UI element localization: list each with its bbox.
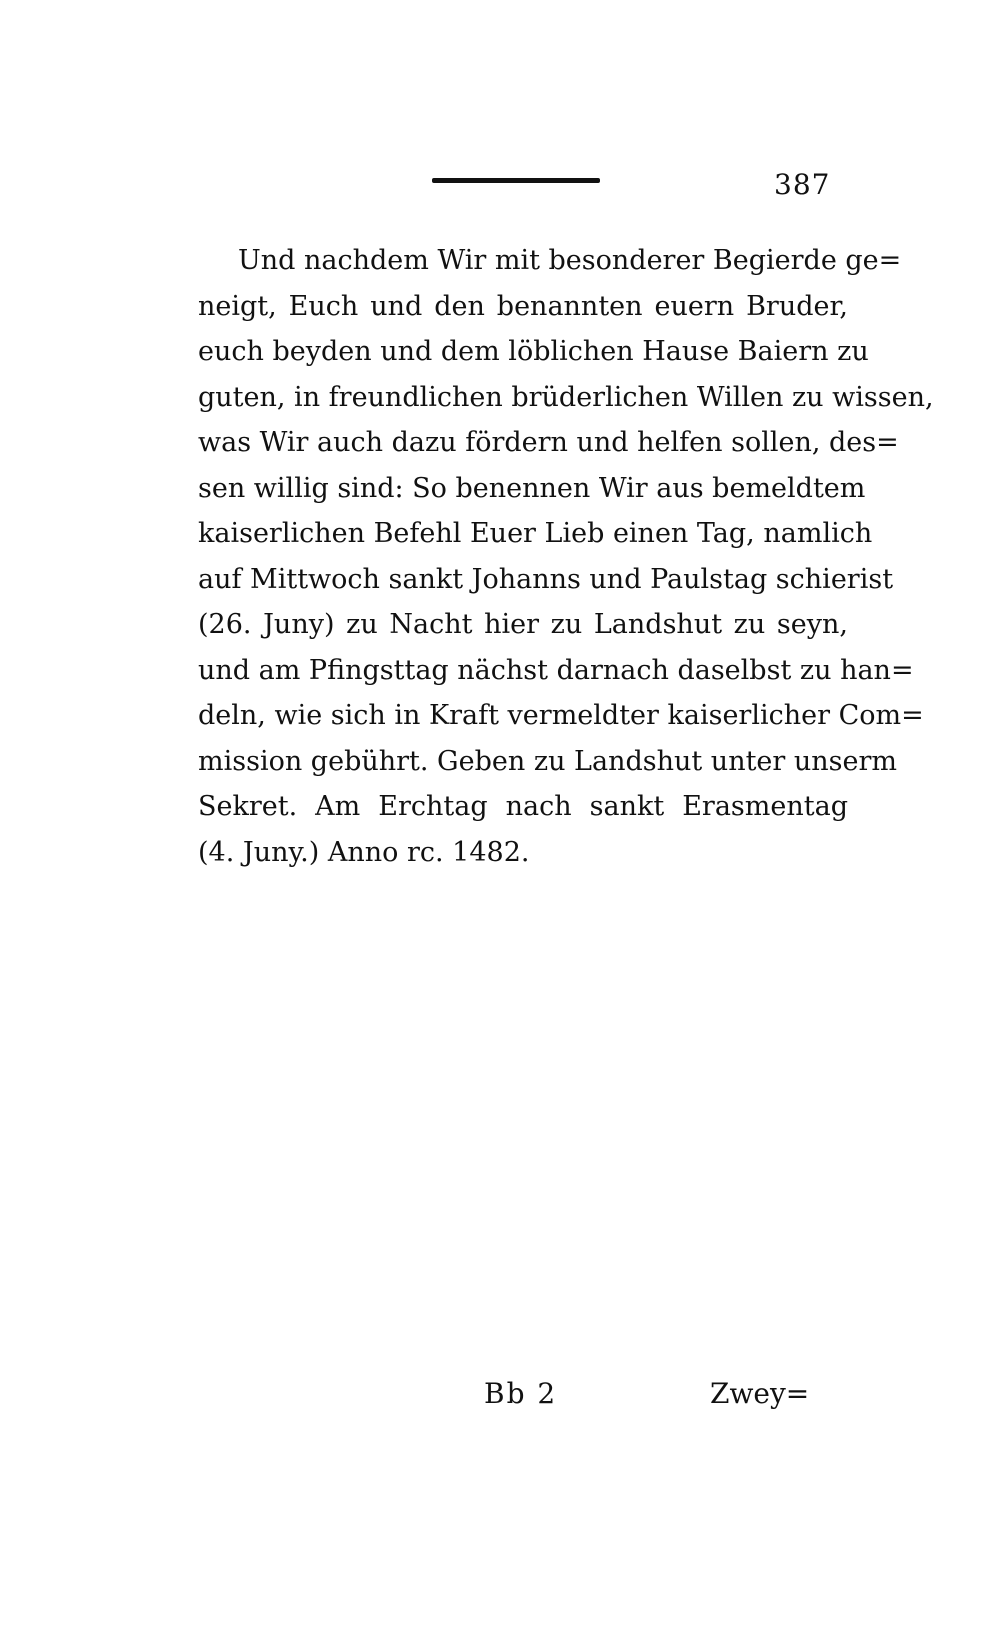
text-line: (26. Juny) zu Nacht hier zu Landshut zu seyn, [198, 609, 848, 640]
text-line: guten, in freundlichen brüderlichen Willen zu wissen, [198, 381, 934, 413]
text-line: Und nachdem Wir mit besonderer Begierde ge= [238, 245, 902, 276]
text-line: Sekret. Am Erchtag nach sankt Erasmentag [198, 791, 848, 822]
body-text [198, 238, 934, 875]
catchword: Zwey= [710, 1377, 810, 1410]
text-line: und am Pfingsttag nächst darnach daselbst zu han= [198, 654, 914, 686]
header-rule [432, 178, 600, 183]
text-line: (4. Juny.) Anno rc. 1482. [198, 836, 530, 868]
page-number: 387 [774, 168, 831, 201]
text-line: euch beyden und dem löblichen Hause Baiern zu [198, 336, 869, 367]
text-line: was Wir auch dazu fördern und helfen sollen, des= [198, 427, 899, 458]
text-line: kaiserlichen Befehl Euer Lieb einen Tag, namlich [198, 518, 873, 549]
text-line: sen willig sind: So benennen Wir aus bemeldtem [198, 472, 866, 504]
text-line: mission gebührt. Geben zu Landshut unter unserm [198, 745, 898, 777]
text-line: neigt, Euch und den benannten euern Bruder, [198, 290, 848, 322]
text-line: deln, wie sich in Kraft vermeldter kaiserlicher Com= [198, 700, 924, 731]
signature-mark: Bb 2 [484, 1377, 558, 1410]
text-line: auf Mittwoch sankt Johanns und Paulstag schierist [198, 563, 894, 595]
